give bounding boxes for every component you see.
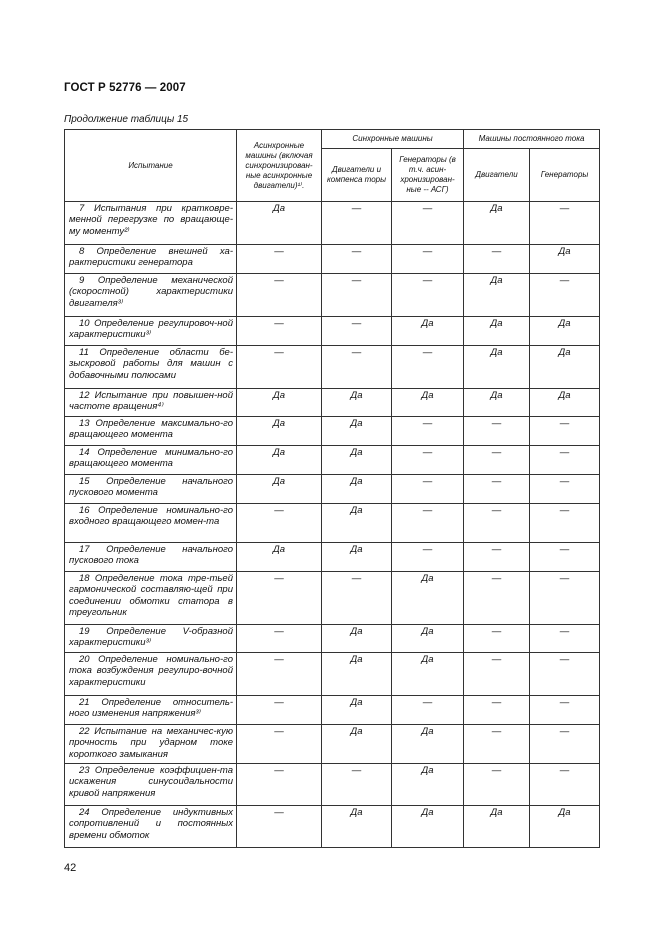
test-name: 8 Определение внешней ха-рактеристики генератора <box>65 245 237 274</box>
cell-dc-generators: — <box>530 475 600 504</box>
cell-async: — <box>237 625 322 653</box>
cell-sync-generators: — <box>392 245 464 274</box>
cell-sync-generators: Да <box>392 572 464 625</box>
cell-sync-generators: — <box>392 543 464 572</box>
cell-sync-motors: Да <box>322 504 392 543</box>
cell-dc-motors: — <box>464 504 530 543</box>
cell-dc-motors: — <box>464 446 530 475</box>
cell-sync-motors: — <box>322 346 392 389</box>
cell-async: — <box>237 245 322 274</box>
cell-dc-generators: — <box>530 625 600 653</box>
header-sync-group: Синхронные машины <box>322 130 464 149</box>
cell-sync-generators: — <box>392 504 464 543</box>
cell-sync-generators: — <box>392 202 464 245</box>
cell-async: — <box>237 274 322 317</box>
cell-sync-motors: — <box>322 274 392 317</box>
cell-dc-motors: — <box>464 417 530 446</box>
cell-async: — <box>237 346 322 389</box>
cell-dc-generators: — <box>530 417 600 446</box>
cell-dc-generators: Да <box>530 245 600 274</box>
test-name: 11 Определение области бе-зыскровой работы для машин с добавочными полюсами <box>65 346 237 389</box>
cell-async: — <box>237 806 322 848</box>
cell-sync-generators: Да <box>392 625 464 653</box>
cell-dc-generators: — <box>530 572 600 625</box>
cell-dc-generators: — <box>530 202 600 245</box>
table-body <box>65 202 600 848</box>
table-row <box>65 475 600 504</box>
header-sync-motors: Двигатели и компенса торы <box>322 149 392 202</box>
cell-async: — <box>237 696 322 725</box>
cell-sync-motors: Да <box>322 446 392 475</box>
page-number: 42 <box>64 862 77 874</box>
cell-async: — <box>237 764 322 806</box>
cell-sync-motors: — <box>322 202 392 245</box>
cell-dc-generators: — <box>530 653 600 696</box>
test-name: 16 Определение номинально-го входного вращающего момен-та <box>65 504 237 543</box>
cell-sync-generators: — <box>392 475 464 504</box>
table-row <box>65 625 600 653</box>
cell-dc-generators: — <box>530 764 600 806</box>
document-header: ГОСТ Р 52776 — 2007 <box>64 82 186 94</box>
cell-async: — <box>237 317 322 346</box>
table-row <box>65 653 600 696</box>
test-name: 14 Определение минимально-го вращающего момента <box>65 446 237 475</box>
table-row <box>65 504 600 543</box>
test-name: 17 Определение начального пускового тока <box>65 543 237 572</box>
cell-dc-generators: Да <box>530 389 600 417</box>
header-dc-generators: Генераторы <box>530 149 600 202</box>
cell-sync-generators: — <box>392 696 464 725</box>
cell-dc-motors: — <box>464 543 530 572</box>
cell-dc-motors: — <box>464 572 530 625</box>
test-name: 19 Определение V-образной характеристики³⁾ <box>65 625 237 653</box>
table-header <box>65 130 600 202</box>
cell-sync-motors: Да <box>322 653 392 696</box>
test-name: 21 Определение относитель-ного изменения напряжения³⁾ <box>65 696 237 725</box>
cell-dc-motors: — <box>464 625 530 653</box>
table-row <box>65 543 600 572</box>
cell-dc-motors: — <box>464 764 530 806</box>
cell-sync-motors: Да <box>322 475 392 504</box>
cell-dc-motors: Да <box>464 389 530 417</box>
test-name: 12 Испытание при повышен-ной частоте вращения⁴⁾ <box>65 389 237 417</box>
cell-sync-generators: Да <box>392 653 464 696</box>
cell-dc-generators: Да <box>530 806 600 848</box>
test-name: 7 Испытания при кратковре-менной перегрузке по вращающе-му моменту²⁾ <box>65 202 237 245</box>
table-row <box>65 446 600 475</box>
cell-dc-generators: Да <box>530 317 600 346</box>
cell-dc-generators: — <box>530 504 600 543</box>
cell-async: Да <box>237 475 322 504</box>
cell-sync-motors: Да <box>322 543 392 572</box>
cell-dc-generators: — <box>530 543 600 572</box>
table-row <box>65 696 600 725</box>
cell-dc-motors: Да <box>464 346 530 389</box>
cell-async: — <box>237 572 322 625</box>
table-caption: Продолжение таблицы 15 <box>64 114 189 125</box>
cell-sync-generators: Да <box>392 317 464 346</box>
cell-async: — <box>237 725 322 764</box>
cell-sync-generators: Да <box>392 764 464 806</box>
cell-sync-generators: Да <box>392 806 464 848</box>
table-row <box>65 806 600 848</box>
cell-dc-motors: Да <box>464 202 530 245</box>
test-name: 20 Определение номинально-го тока возбуждения регулиро-вочной характеристики <box>65 653 237 696</box>
cell-dc-generators: — <box>530 696 600 725</box>
test-name: 15 Определение начального пускового момента <box>65 475 237 504</box>
cell-sync-motors: — <box>322 572 392 625</box>
cell-sync-motors: — <box>322 764 392 806</box>
test-name: 9 Определение механической (скоростной) характеристики двигателя³⁾ <box>65 274 237 317</box>
cell-sync-motors: Да <box>322 806 392 848</box>
cell-dc-motors: — <box>464 475 530 504</box>
header-test: Испытание <box>65 130 237 202</box>
cell-dc-motors: — <box>464 696 530 725</box>
cell-sync-motors: Да <box>322 696 392 725</box>
cell-dc-motors: Да <box>464 274 530 317</box>
cell-sync-generators: Да <box>392 389 464 417</box>
cell-sync-generators: Да <box>392 725 464 764</box>
table-row <box>65 764 600 806</box>
cell-async: Да <box>237 202 322 245</box>
cell-dc-motors: — <box>464 245 530 274</box>
cell-dc-motors: — <box>464 653 530 696</box>
table-row <box>65 572 600 625</box>
cell-dc-motors: — <box>464 725 530 764</box>
table-row <box>65 389 600 417</box>
test-name: 10 Определение регулировоч-ной характеристики³⁾ <box>65 317 237 346</box>
table-row <box>65 274 600 317</box>
test-name: 18 Определение тока тре-тьей гармонической составляю-щей при соединении обмотки статора в треугольник <box>65 572 237 625</box>
cell-dc-generators: — <box>530 446 600 475</box>
test-name: 24 Определение индуктивных сопротивлений и постоянных времени обмоток <box>65 806 237 848</box>
cell-sync-motors: — <box>322 245 392 274</box>
cell-sync-motors: — <box>322 317 392 346</box>
header-dc-group: Машины постоянного тока <box>464 130 600 149</box>
cell-sync-generators: — <box>392 446 464 475</box>
cell-sync-motors: Да <box>322 625 392 653</box>
table-row <box>65 245 600 274</box>
cell-async: — <box>237 504 322 543</box>
cell-dc-generators: Да <box>530 346 600 389</box>
table-row <box>65 346 600 389</box>
cell-dc-motors: Да <box>464 806 530 848</box>
tests-table <box>64 129 600 848</box>
cell-async: Да <box>237 543 322 572</box>
cell-sync-motors: Да <box>322 417 392 446</box>
table-row <box>65 417 600 446</box>
header-sync-generators: Генераторы (в т.ч. асин-хронизирован-ные -- АСГ) <box>392 149 464 202</box>
cell-async: Да <box>237 389 322 417</box>
cell-sync-generators: — <box>392 274 464 317</box>
cell-dc-generators: — <box>530 725 600 764</box>
header-async: Асинхронные машины (включая синхронизирован-ные асинхронные двигатели)¹⁾. <box>237 130 322 202</box>
cell-sync-motors: Да <box>322 725 392 764</box>
cell-async: Да <box>237 417 322 446</box>
table-row <box>65 202 600 245</box>
cell-dc-motors: Да <box>464 317 530 346</box>
table-row <box>65 317 600 346</box>
cell-async: Да <box>237 446 322 475</box>
header-dc-motors: Двигатели <box>464 149 530 202</box>
table-row <box>65 725 600 764</box>
cell-sync-generators: — <box>392 417 464 446</box>
cell-async: — <box>237 653 322 696</box>
cell-dc-generators: — <box>530 274 600 317</box>
test-name: 22 Испытание на механичес-кую прочность при ударном токе короткого замыкания <box>65 725 237 764</box>
test-name: 23 Определение коэффициен-та искажения синусоидальности кривой напряжения <box>65 764 237 806</box>
cell-sync-motors: Да <box>322 389 392 417</box>
cell-sync-generators: — <box>392 346 464 389</box>
test-name: 13 Определение максимально-го вращающего момента <box>65 417 237 446</box>
